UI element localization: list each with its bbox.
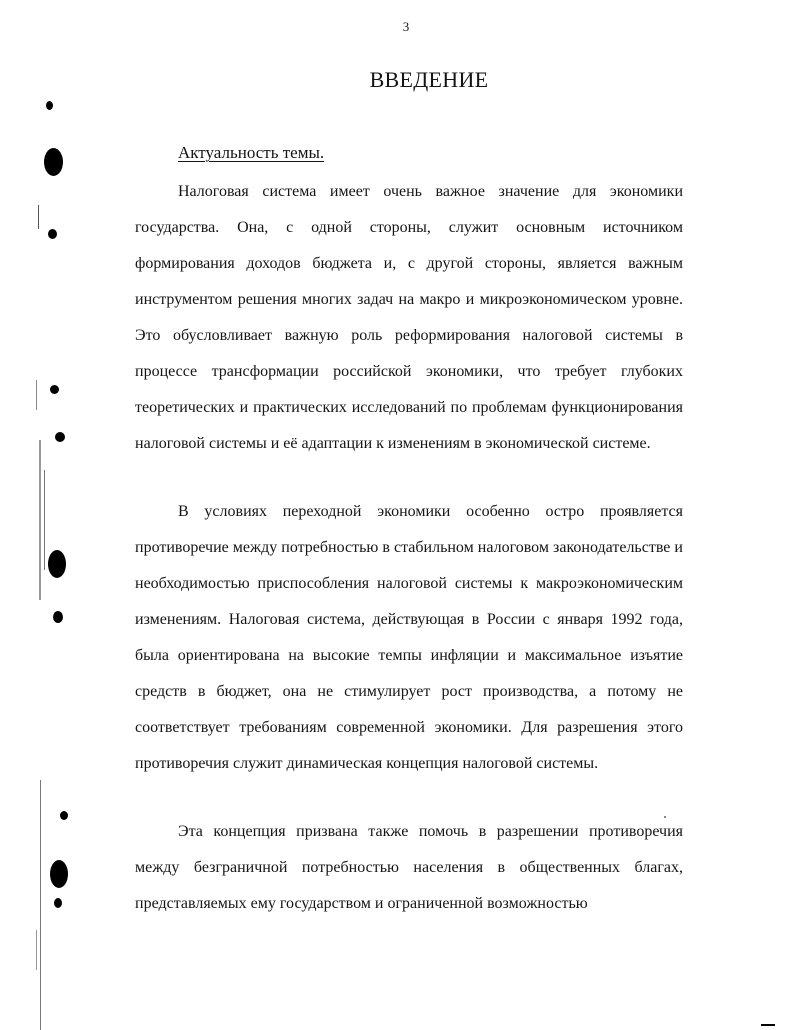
scan-speck xyxy=(50,385,59,394)
punch-hole-mark xyxy=(50,860,68,888)
section-subtitle: Актуальность темы. xyxy=(178,143,325,162)
page-title: ВВЕДЕНИЕ xyxy=(369,67,489,92)
scan-speck xyxy=(664,816,666,818)
margin-scan-line xyxy=(40,780,41,1030)
margin-scan-line xyxy=(36,930,37,970)
margin-scan-line xyxy=(36,380,37,410)
margin-scan-line xyxy=(39,440,41,600)
paragraph-1: Налоговая система имеет очень важное значение для экономики государства. Она, с одной стороны, служит основным источником формирования доходов бюджета и, с другой стороны, является важным инструментом решения многих задач на макро и микроэкономическом уровне. Это обусловливает важную роль реформирования налоговой системы в процессе трансформации российской экономики, что требует глубоких теоретических и практических исследований по проблемам функционирования налоговой системы и её адаптации к изменениям в экономической системе. xyxy=(135,183,683,452)
scan-speck xyxy=(54,898,62,908)
paragraph-3: Эта концепция призвана также помочь в разрешении противоречия между безграничной потребностью населения в общественных благах, представляемых ему государством и ограниченной возможностью xyxy=(135,823,683,912)
punch-hole-mark xyxy=(44,148,63,176)
punch-hole-mark xyxy=(48,550,66,578)
scan-speck xyxy=(60,811,68,820)
margin-scan-line xyxy=(44,470,45,570)
scan-speck xyxy=(48,229,57,239)
scan-speck xyxy=(55,432,65,442)
paragraph-2: В условиях переходной экономики особенно остро проявляется противоречие между потребностью в стабильном налоговом законодательстве и необходимостью приспособления налоговой системы к макроэкономическим изменениям. Налоговая система, действующая в России с января 1992 года, была ориентирована на высокие темпы инфляции и максимальное изъятие средств в бюджет, она не стимулирует рост производства, а потому не соответствует требованиям современной экономики. Для разрешения этого противоречия служит динамическая концепция налоговой системы. xyxy=(135,503,683,772)
scan-speck xyxy=(53,611,63,623)
margin-scan-line xyxy=(38,205,39,229)
corner-mark xyxy=(761,1024,775,1026)
page-number: 3 xyxy=(402,19,410,34)
scan-speck xyxy=(46,101,53,110)
